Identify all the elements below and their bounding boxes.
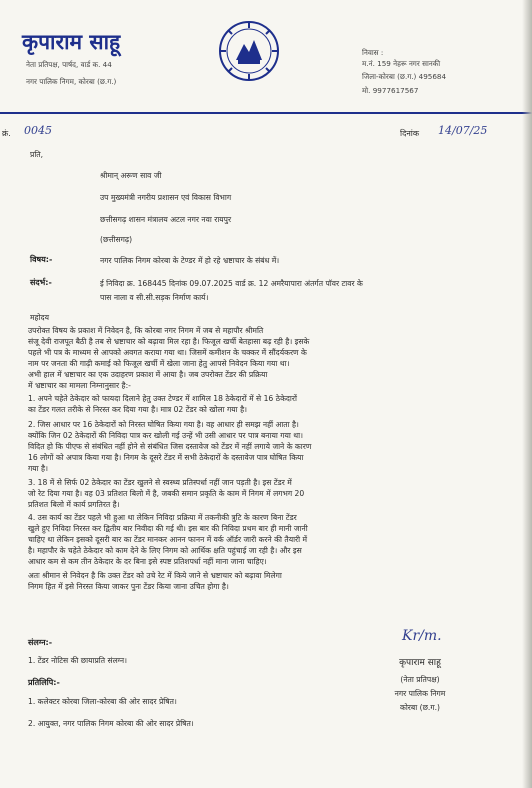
signature-name: कृपाराम साहू (399, 658, 441, 668)
address-label: निवास : (362, 48, 384, 57)
enclosure-item: 1. टेंडर नोटिस की छायाप्रति संलग्न। (28, 656, 128, 665)
body-line: अतः श्रीमान से निवेदन है कि उक्त टेंडर को उचे रेट में किये जाने से भ्रष्टाचार को बढ़ावा मिलेगा (28, 571, 282, 580)
body-line: है। महापौर के चहेते ठेकेदार को काम देने के लिए निगम को आर्थिक क्षति पहुंचाई जा रही है। और इस (28, 546, 302, 555)
prati-label: प्रति, (30, 150, 44, 159)
date-value: 14/07/25 (438, 124, 488, 137)
body-closing (28, 570, 506, 592)
signature-org: नगर पालिक निगम (394, 689, 446, 698)
recipient-line: श्रीमान् अरूण साव जी (100, 171, 162, 180)
body-line: में भ्रष्टाचार का मामला निम्नानुसार है:- (28, 381, 131, 390)
body-paragraph (28, 325, 506, 391)
reference-line: पास नाला व सी.सी.सड़क निर्माण कार्य। (100, 293, 209, 302)
body-line: गया है। (28, 464, 48, 473)
municipal-emblem-icon (218, 20, 280, 82)
body-line: प्रतिशत बिलो में कार्य प्रगतिरत है। (28, 500, 120, 509)
body-line: नाम पर जनता की गाढ़ी कमाई को फिजूल खर्ची में खेला जाना हेतु आपसे निवेदन किया गया था। (28, 359, 290, 368)
body-point-4 (28, 512, 506, 567)
recipient-line: उप मुख्यमंत्री नगरीय प्रशासन एवं विकास विभाग (100, 193, 232, 202)
letterhead-name: कृपाराम साहू (22, 29, 121, 54)
body-line: का टेंडर गलत तरीके से निरस्त कर दिया गया है। मात्र 02 टेंडर को खोला गया है। (28, 405, 247, 414)
ref-number: 0045 (24, 124, 52, 137)
page-edge-shadow (522, 0, 532, 788)
copy-item: 2. आयुक्त, नगर पालिक निगम कोरबा की ओर सादर प्रेषित। (28, 719, 194, 728)
body-line: आधार कम से कम तीन ठेकेदार के दर बिना इसे स्पष्ट प्रतिशपर्धा नहीं माना जाना चाहिए। (28, 557, 267, 566)
body-line: क्योंकि जिन 02 ठेकेदारों की निविदा पात्र कर खोली गई उन्हें भी उसी आधार पर पात्र बनाया गया था। (28, 431, 304, 440)
body-line: उपरोक्त विषय के प्रकाश में निवेदन है, कि कोरबा नगर निगम में जब से महापौर श्रीमति (28, 326, 264, 335)
reference-line: ई निविदा क्र. 168445 दिनांक 09.07.2025 वार्ड क्र. 12 अमरैयापारा अंतर्गत पॉवर टावर के (100, 279, 363, 288)
body-point-3 (28, 477, 506, 510)
body-line: पहले भी पत्र के माध्यम से आपको अवगत कराया गया था। जिसमें कमीशन के चक्कर में सौंदर्यकरण के (28, 348, 307, 357)
signature-title: (नेता प्रतिपक्ष) (400, 675, 440, 684)
body-line: 3. 18 में से सिर्फ 02 ठेकेदार का टेंडर खुलने से स्वस्थ्य प्रतिस्पर्धा नहीं जान पड़ती है। इस टेंडर में (28, 478, 292, 487)
address-line: म.नं. 159 नेहरू नगर सानकी (362, 59, 441, 68)
body-point-2 (28, 419, 506, 474)
signature-scribble: Kr/m. (402, 628, 442, 644)
letterhead-designation: नेता प्रतिपक्ष, पार्षद, वार्ड क. 44 (26, 60, 112, 69)
address-line: जिला-कोरबा (छ.ग.) 495684 (362, 72, 447, 81)
address-phone: मो. 9977617567 (362, 86, 419, 95)
signature-place: कोरबा (छ.ग.) (400, 703, 440, 712)
enclosure-label: संलग्न:- (28, 638, 53, 647)
body-line: 2. जिस आधार पर 16 ठेकेदारों को निरस्त घोषित किया गया है। वह आधार ही समझ नहीं आता है। (28, 420, 299, 429)
salutation: महोदय (30, 313, 49, 322)
body-line: संजू देवी राजपूत बैठी है तब से भ्रष्टाचार को बढ़ावा मिल रहा है। फिजूल खर्ची बेतहासा बढ़ रही है। इसके (28, 337, 310, 346)
subject-label: विषय:- (30, 255, 53, 264)
body-line: विदित हो कि पीएफ से संबंधित नहीं होने से संबंधित जिस दस्तावेज को टेंडर में नहीं लगाये जाने के कारण (28, 442, 312, 451)
letterhead-org: नगर पालिक निगम, कोरबा (छ.ग.) (26, 77, 117, 86)
body-line: 16 लोगों को अपात्र किया गया है। निगम के दूसरे टेंडर में सभी ठेकेदारों के दस्तावेज पात्र घोषित किया (28, 453, 304, 462)
subject-text: नगर पालिक निगम कोरबा के टेण्डर में हो रहे भ्रष्टाचार के संबंध में। (100, 256, 280, 265)
body-line: खुले हुए निविदा निरस्त कर द्वितीय बार निवीदा की गई थी। इस बार की निविदा प्रथम बार ही मानी जानी (28, 524, 308, 533)
reference-label: संदर्भ:- (30, 278, 52, 287)
body-line: निगम हित में इसे निरस्त किया जाकर पुनः टेंडर किया जाना उचित होगा है। (28, 582, 229, 591)
recipient-line: छत्तीसगढ़ शासन मंत्रालय अटल नगर नवा रायपुर (100, 215, 232, 224)
body-point-1 (28, 393, 506, 415)
letterhead-divider (0, 112, 532, 114)
body-line: अभी हाल में भ्रष्टाचार का एक उदाहरण प्रकाश में आया है। जब उपरोक्त टेंडर की प्रक्रिया (28, 370, 268, 379)
body-line: 1. अपने चहेते ठेकेदार को फायदा दिलाने हेतु उक्त टेण्डर में शामिल 18 ठेकेदारों में से 16 ठेकेदारों (28, 394, 297, 403)
body-line: चाहिए था लेकिन इसको दूसरी बार का टेंडर मानकर आनन फानन में वर्क ऑर्डर जारी करने की तैयारी में (28, 535, 308, 544)
recipient-line: (छत्तीसगढ़) (100, 235, 133, 244)
copy-item: 1. कलेक्टर कोरबा जिला-कोरबा की ओर सादर प्रेषित। (28, 697, 177, 706)
body-line: 4. उस कार्य का टेंडर पहले भी हुआ था लेकिन निविदा प्रक्रिया में तकनीकी त्रुटि के कारण बिना टेंडर (28, 513, 297, 522)
copy-label: प्रतिलिपि:- (28, 678, 60, 687)
ref-prefix: क्रं. (2, 129, 11, 138)
date-label: दिनांक (400, 129, 419, 138)
body-line: जो रेट दिया गया है। वह 03 प्रतिशत बिलो में है, जबकी समान प्रकृति के काम में निगम में लगभग 20 (28, 489, 305, 498)
